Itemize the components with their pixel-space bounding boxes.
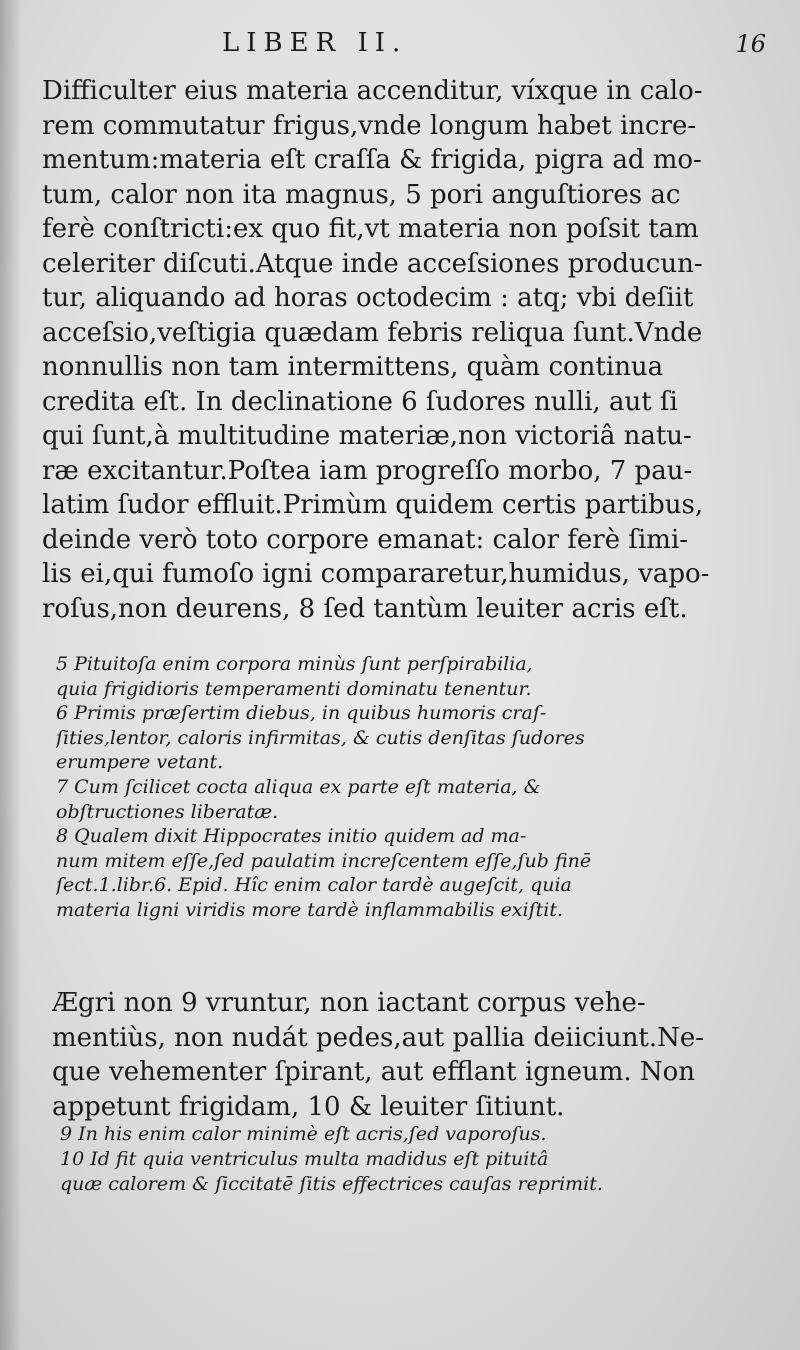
gutter-shadow — [0, 0, 22, 1350]
page-number: 16 — [735, 30, 766, 58]
note-line: quia frigidioris temperamenti dominatu tenentur. — [56, 677, 532, 700]
note-line: ſities,lentor, caloris infirmitas, & cutis denſitas ſudores — [56, 726, 585, 749]
note-line: 9 In his enim calor minimè eſt acris,ſed vaporoſus. — [60, 1123, 547, 1145]
text-line: Ægri non 9 vruntur, non iactant corpus vehe- — [52, 988, 646, 1018]
text-line: ferè conſtricti:ex quo fit,vt materia non poſsit tam — [42, 214, 699, 244]
text-line: nonnullis non tam intermittens, quàm continua — [42, 352, 664, 382]
text-line: tum, calor non ita magnus, 5 pori anguſtiores ac — [42, 179, 681, 210]
note-line: 5 Pituitoſa enim corpora minùs ſunt perſpirabilia, — [56, 653, 533, 675]
text-line: lis ei,qui fumoſo igni compararetur,humidus, vapo- — [42, 559, 710, 589]
note-line: obſtructiones liberatæ. — [56, 800, 279, 823]
text-line: qui ſunt,à multitudine materiæ,non victoriâ natu- — [42, 421, 692, 451]
text-line: que vehementer ſpirant, aut efflant igneum. Non — [52, 1057, 696, 1087]
note-line: num mitem eſſe,ſed paulatim increſcentem eſſe,ſub finē — [56, 849, 592, 872]
text-line: latim ſudor effluit.Primùm quidem certis partibus, — [42, 490, 704, 520]
text-line: credita eſt. In declinatione 6 ſudores nulli, aut ſi — [42, 386, 678, 417]
marginal-notes-2 — [60, 1122, 750, 1197]
note-line: 10 Id fit quia ventriculus multa madidus eſt pituitâ — [60, 1148, 549, 1170]
text-line: deinde verò toto corpore emanat: calor ferè ſimi- — [42, 524, 689, 555]
text-line: mentiùs, non nudát pedes,aut pallia deiiciunt.Ne- — [52, 1022, 705, 1053]
text-line: rem commutatur frigus,vnde longum habet incre- — [42, 110, 697, 141]
text-line: acceſsio,veſtigia quædam febris reliqua ſunt.Vnde — [42, 317, 703, 348]
marginal-notes-1 — [56, 652, 756, 923]
note-line: quæ calorem & ſiccitatē ſitis effectrices cauſas reprimit. — [60, 1173, 603, 1195]
main-paragraph — [42, 74, 754, 626]
note-line: 6 Primis præſertim diebus, in quibus humoris craſ- — [56, 702, 547, 725]
note-line: ſect.1.libr.6. Epid. Hîc enim calor tardè augeſcit, quia — [56, 874, 572, 897]
note-line: materia ligni viridis more tardè inflammabilis exiſtit. — [56, 898, 564, 921]
page-header — [0, 28, 800, 68]
running-head: LIBER II. — [222, 28, 408, 58]
text-line: mentum:materia eſt craſſa & frigida, pigra ad mo- — [42, 145, 702, 175]
note-line: erumpere vetant. — [56, 751, 224, 774]
text-line: appetunt frigidam, 10 & leuiter ſitiunt. — [52, 1091, 565, 1122]
text-line: ræ excitantur.Poſtea iam progreſſo morbo, 7 pau- — [42, 455, 693, 486]
text-line: Difficulter eius materia accenditur, víxque in calo- — [42, 76, 703, 106]
text-line: roſus,non deurens, 8 ſed tantùm leuiter acris eſt. — [42, 593, 688, 624]
text-line: tur, aliquando ad horas octodecim : atq; vbi deſiit — [42, 283, 694, 313]
note-line: 7 Cum ſcilicet cocta aliqua ex parte eſt materia, & — [56, 775, 541, 798]
text-line: celeriter diſcuti.Atque inde acceſsiones producun- — [42, 248, 703, 279]
second-paragraph — [52, 986, 752, 1124]
note-line: 8 Qualem dixit Hippocrates initio quidem ad ma- — [56, 825, 527, 848]
